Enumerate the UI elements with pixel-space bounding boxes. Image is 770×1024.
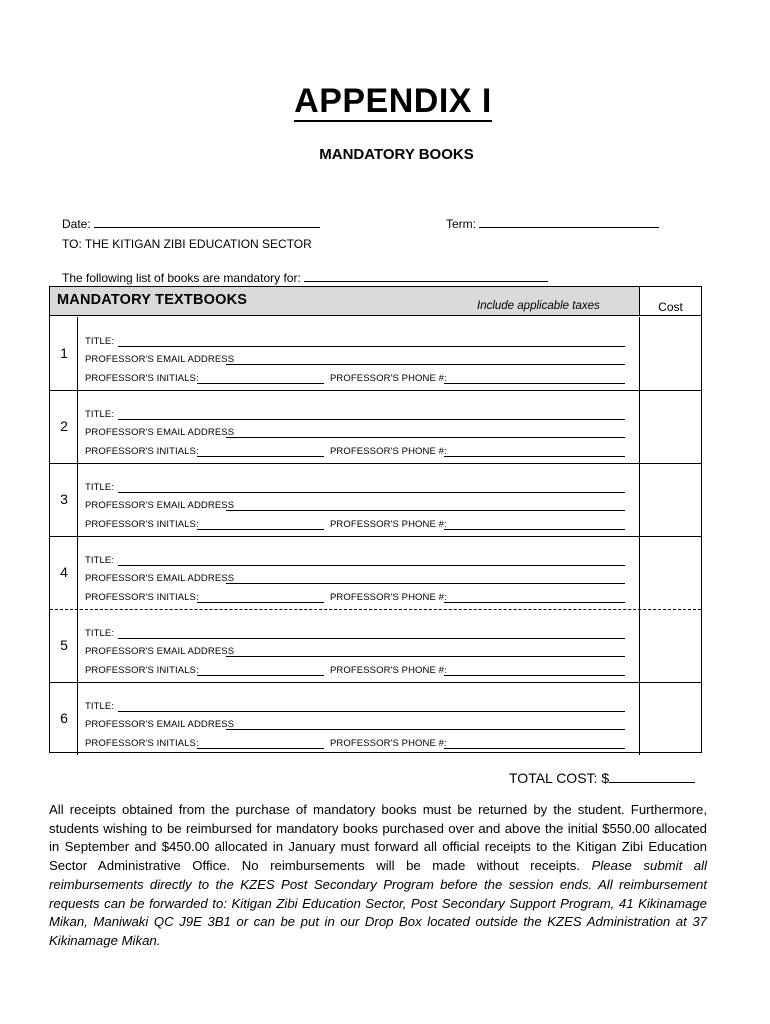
email-field-blank[interactable] <box>226 656 625 657</box>
title-field-label: TITLE: <box>85 482 115 493</box>
row-number: 3 <box>60 491 68 507</box>
email-field-label: PROFESSOR'S EMAIL ADDRESS <box>85 646 235 657</box>
textbook-row <box>50 463 701 536</box>
notice-text: All receipts obtained from the purchase of mandatory books must be returned by the student. Furthermore, students wishing to be reimbursed for mandatory books purchased over and above the initial $550.00 allocated in September and $450.00 allocated in January must forward all official receipts to the Kitigan Zibi Education Sector Administrative Office. No reimbursements will be made without receipts. <box>49 802 707 874</box>
email-field-label: PROFESSOR'S EMAIL ADDRESS <box>85 354 235 365</box>
reimbursement-notice <box>49 801 707 951</box>
date-blank[interactable] <box>94 216 320 228</box>
notice-italic-text: Please submit all reimbursements directly to the KZES Post Secondary Program before the session ends. All reimbursement requests can be forwarded to: Kitigan Zibi Education Sector, Post Secondary Support Program, 41 Kikinamage Mikan, Maniwaki QC J9E 3B1 or can be put in our Drop Box located outside the KZES Administration at 37 Kikinamage Mikan. <box>49 858 708 948</box>
phone-field-blank[interactable] <box>444 529 625 530</box>
phone-field-label: PROFESSOR'S PHONE #: <box>330 738 447 749</box>
total-cost-blank[interactable] <box>609 770 695 783</box>
row-number-cell <box>50 682 78 755</box>
title-field-blank[interactable] <box>118 638 625 639</box>
page-subtitle: MANDATORY BOOKS <box>319 146 474 163</box>
initials-field-label: PROFESSOR'S INITIALS: <box>85 519 199 530</box>
row-number: 6 <box>60 710 68 726</box>
email-field-blank[interactable] <box>226 437 625 438</box>
cost-cell[interactable] <box>639 682 701 755</box>
row-number: 4 <box>60 564 68 580</box>
initials-field-blank[interactable] <box>197 529 324 530</box>
phone-field-blank[interactable] <box>444 456 625 457</box>
title-field-label: TITLE: <box>85 628 115 639</box>
initials-field-label: PROFESSOR'S INITIALS: <box>85 373 199 384</box>
title-field-blank[interactable] <box>118 492 625 493</box>
textbook-row <box>50 317 701 390</box>
row-number: 5 <box>60 637 68 653</box>
row-number-cell <box>50 536 78 609</box>
date-label: Date: <box>62 217 91 231</box>
table-header <box>50 287 640 316</box>
cost-cell[interactable] <box>639 390 701 463</box>
title-field-label: TITLE: <box>85 701 115 712</box>
taxes-note: Include applicable taxes <box>477 300 600 312</box>
textbook-row <box>50 390 701 463</box>
initials-field-label: PROFESSOR'S INITIALS: <box>85 446 199 457</box>
row-number: 2 <box>60 418 68 434</box>
title-field-blank[interactable] <box>118 711 625 712</box>
term-blank[interactable] <box>479 216 659 228</box>
title-field-label: TITLE: <box>85 409 115 420</box>
title-field-blank[interactable] <box>118 419 625 420</box>
recipient-line: TO: THE KITIGAN ZIBI EDUCATION SECTOR <box>62 237 312 251</box>
email-field-label: PROFESSOR'S EMAIL ADDRESS <box>85 719 235 730</box>
phone-field-label: PROFESSOR'S PHONE #: <box>330 592 447 603</box>
email-field-blank[interactable] <box>226 729 625 730</box>
phone-field-blank[interactable] <box>444 675 625 676</box>
row-number-cell <box>50 609 78 682</box>
cost-cell[interactable] <box>639 536 701 609</box>
phone-field-label: PROFESSOR'S PHONE #: <box>330 665 447 676</box>
row-number: 1 <box>60 345 68 361</box>
cost-cell[interactable] <box>639 609 701 682</box>
phone-field-label: PROFESSOR'S PHONE #: <box>330 373 447 384</box>
phone-field-label: PROFESSOR'S PHONE #: <box>330 446 447 457</box>
initials-field-label: PROFESSOR'S INITIALS: <box>85 665 199 676</box>
term-label: Term: <box>446 217 476 231</box>
page-title: APPENDIX I <box>294 82 492 120</box>
title-field-blank[interactable] <box>118 565 625 566</box>
title-field-label: TITLE: <box>85 555 115 566</box>
term-field[interactable] <box>446 216 659 231</box>
initials-field-blank[interactable] <box>197 602 324 603</box>
cost-cell[interactable] <box>639 317 701 390</box>
cost-cell[interactable] <box>639 463 701 536</box>
mandatory-for-label: The following list of books are mandatory for: <box>62 271 301 285</box>
textbook-row <box>50 609 701 682</box>
cost-column-header: Cost <box>640 287 701 316</box>
initials-field-blank[interactable] <box>197 675 324 676</box>
initials-field-label: PROFESSOR'S INITIALS: <box>85 592 199 603</box>
phone-field-blank[interactable] <box>444 383 625 384</box>
textbook-row <box>50 536 701 609</box>
total-cost[interactable] <box>509 770 695 786</box>
phone-field-blank[interactable] <box>444 602 625 603</box>
mandatory-for-blank[interactable] <box>304 270 548 282</box>
row-number-cell <box>50 317 78 390</box>
email-field-label: PROFESSOR'S EMAIL ADDRESS <box>85 427 235 438</box>
email-field-blank[interactable] <box>226 364 625 365</box>
initials-field-label: PROFESSOR'S INITIALS: <box>85 738 199 749</box>
email-field-label: PROFESSOR'S EMAIL ADDRESS <box>85 573 235 584</box>
title-field-blank[interactable] <box>118 346 625 347</box>
initials-field-blank[interactable] <box>197 383 324 384</box>
table-header-title: MANDATORY TEXTBOOKS <box>57 292 248 308</box>
textbook-row <box>50 682 701 755</box>
total-cost-label: TOTAL COST: $ <box>509 770 610 786</box>
row-number-cell <box>50 390 78 463</box>
email-field-blank[interactable] <box>226 583 625 584</box>
initials-field-blank[interactable] <box>197 748 324 749</box>
date-field[interactable] <box>62 216 320 231</box>
title-field-label: TITLE: <box>85 336 115 347</box>
textbooks-table <box>49 286 702 753</box>
phone-field-blank[interactable] <box>444 748 625 749</box>
initials-field-blank[interactable] <box>197 456 324 457</box>
email-field-blank[interactable] <box>226 510 625 511</box>
email-field-label: PROFESSOR'S EMAIL ADDRESS <box>85 500 235 511</box>
row-number-cell <box>50 463 78 536</box>
phone-field-label: PROFESSOR'S PHONE #: <box>330 519 447 530</box>
mandatory-for-field[interactable] <box>62 270 548 285</box>
